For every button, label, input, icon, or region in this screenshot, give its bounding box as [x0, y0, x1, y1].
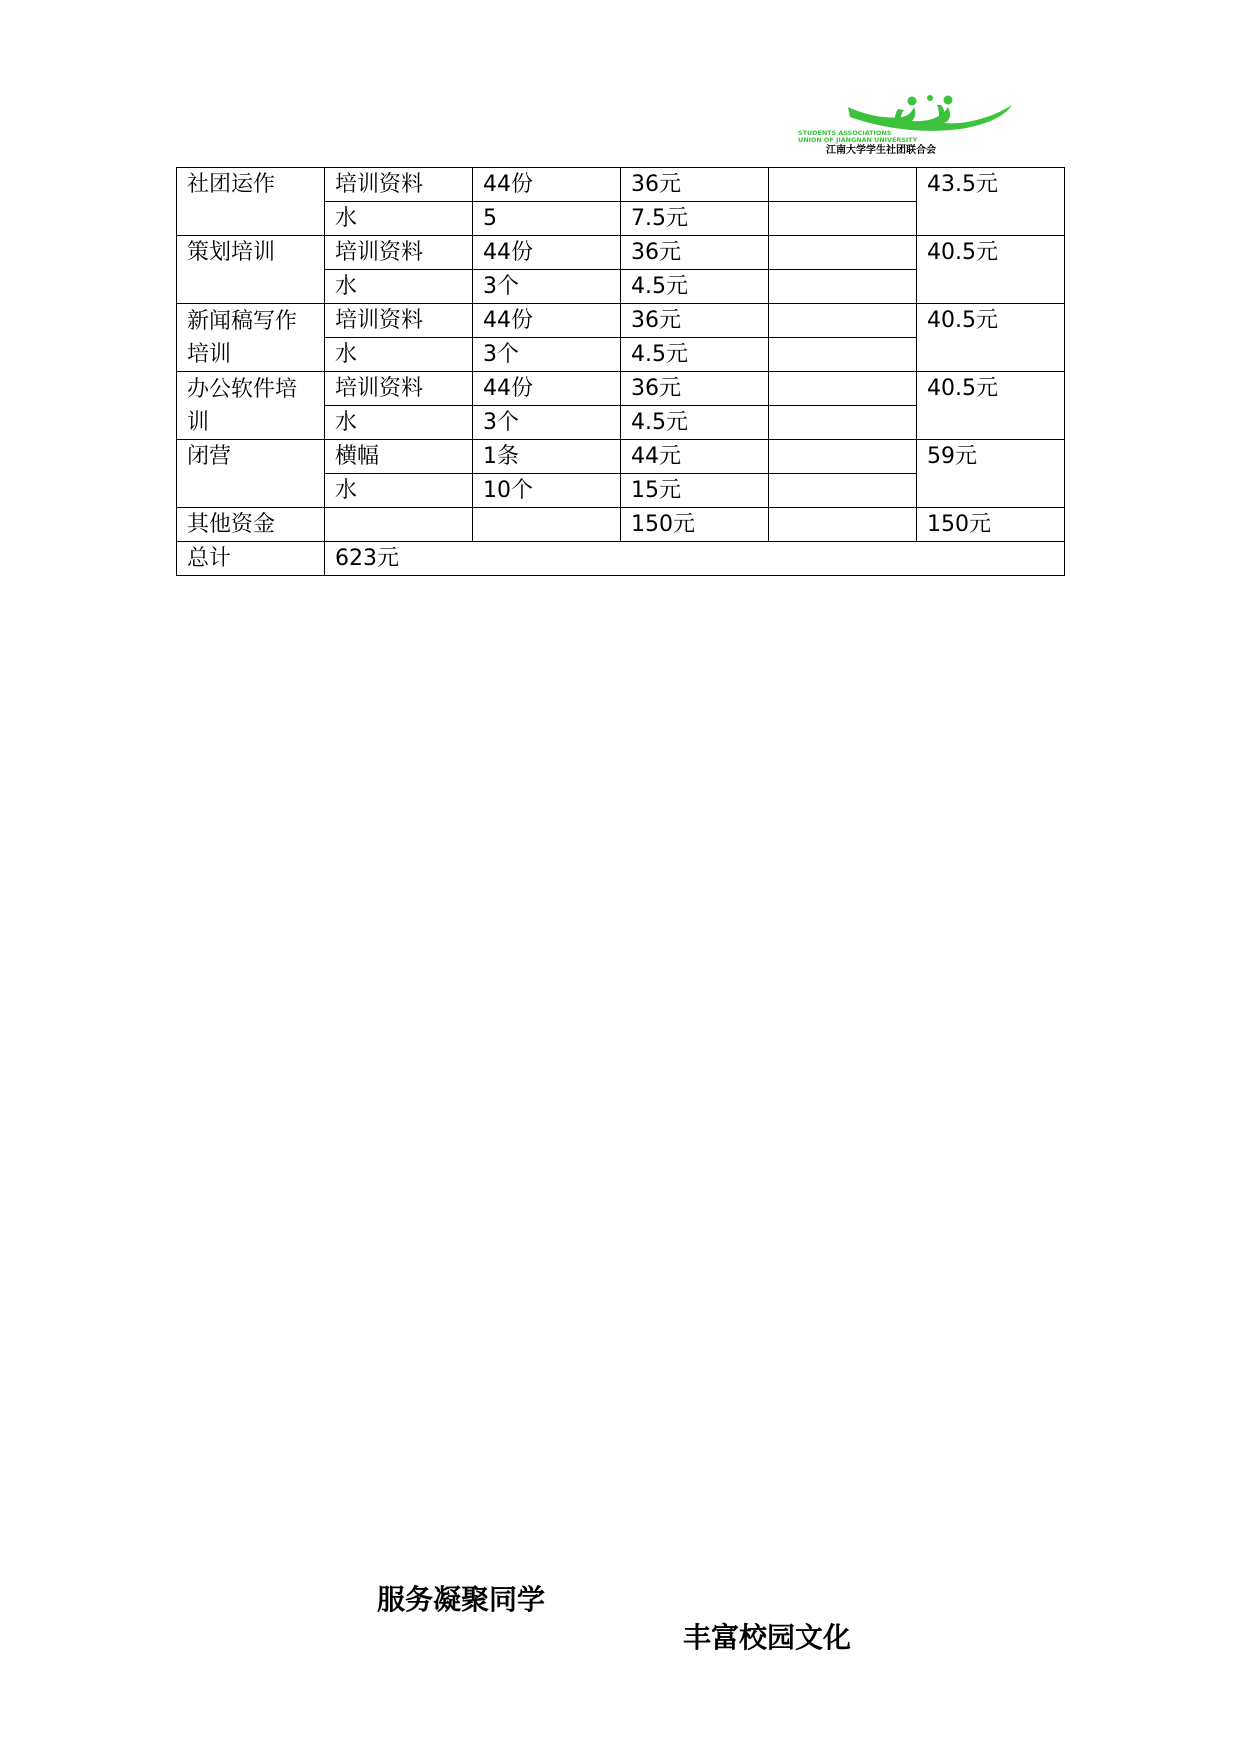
quantity-cell: 44份 — [473, 168, 621, 202]
slogan-line-2: 丰富校园文化 — [683, 1621, 852, 1654]
note-cell — [769, 440, 917, 474]
category-cell: 社团运作 — [177, 168, 325, 236]
table-row — [177, 304, 1065, 338]
subtotal-cell: 40.5元 — [917, 372, 1065, 440]
price-cell: 4.5元 — [621, 406, 769, 440]
association-logo — [790, 95, 1040, 157]
quantity-cell — [473, 508, 621, 542]
quantity-cell: 44份 — [473, 372, 621, 406]
price-cell: 15元 — [621, 474, 769, 508]
note-cell — [769, 372, 917, 406]
note-cell — [769, 406, 917, 440]
table-row — [177, 542, 1065, 576]
table-row — [177, 508, 1065, 542]
price-cell: 4.5元 — [621, 270, 769, 304]
quantity-cell: 3个 — [473, 338, 621, 372]
budget-table — [176, 167, 1065, 576]
price-cell: 44元 — [621, 440, 769, 474]
category-cell: 新闻稿写作培训 — [177, 304, 325, 372]
note-cell — [769, 236, 917, 270]
grand-total-value: 623元 — [325, 542, 1065, 576]
table-row — [177, 440, 1065, 474]
quantity-cell: 1条 — [473, 440, 621, 474]
logo-english-line1: STUDENTS ASSOCIATIONS — [798, 129, 892, 137]
category-cell: 其他资金 — [177, 508, 325, 542]
price-cell: 7.5元 — [621, 202, 769, 236]
item-cell: 培训资料 — [325, 168, 473, 202]
subtotal-cell: 40.5元 — [917, 236, 1065, 304]
note-cell — [769, 270, 917, 304]
slogan-line-1: 服务凝聚同学 — [377, 1583, 546, 1616]
note-cell — [769, 168, 917, 202]
table-row — [177, 236, 1065, 270]
price-cell: 36元 — [621, 372, 769, 406]
note-cell — [769, 474, 917, 508]
quantity-cell: 44份 — [473, 236, 621, 270]
subtotal-cell: 43.5元 — [917, 168, 1065, 236]
quantity-cell: 5 — [473, 202, 621, 236]
category-cell: 办公软件培训 — [177, 372, 325, 440]
quantity-cell: 3个 — [473, 270, 621, 304]
price-cell: 36元 — [621, 236, 769, 270]
item-cell: 水 — [325, 406, 473, 440]
subtotal-cell: 40.5元 — [917, 304, 1065, 372]
item-cell — [325, 508, 473, 542]
item-cell: 横幅 — [325, 440, 473, 474]
price-cell: 4.5元 — [621, 338, 769, 372]
logo-english-line2: UNION OF JIANGNAN UNIVERSITY — [798, 136, 918, 144]
item-cell: 培训资料 — [325, 372, 473, 406]
quantity-cell: 10个 — [473, 474, 621, 508]
item-cell: 水 — [325, 338, 473, 372]
logo-chinese-name: 江南大学学生社团联合会 — [826, 145, 936, 156]
category-cell: 策划培训 — [177, 236, 325, 304]
item-cell: 培训资料 — [325, 304, 473, 338]
price-cell: 36元 — [621, 304, 769, 338]
quantity-cell: 3个 — [473, 406, 621, 440]
item-cell: 水 — [325, 270, 473, 304]
category-cell: 闭营 — [177, 440, 325, 508]
table-row — [177, 168, 1065, 202]
grand-total-label: 总计 — [177, 542, 325, 576]
item-cell: 水 — [325, 474, 473, 508]
quantity-cell: 44份 — [473, 304, 621, 338]
table-row — [177, 372, 1065, 406]
price-cell: 150元 — [621, 508, 769, 542]
note-cell — [769, 304, 917, 338]
subtotal-cell: 59元 — [917, 440, 1065, 508]
subtotal-cell: 150元 — [917, 508, 1065, 542]
item-cell: 水 — [325, 202, 473, 236]
price-cell: 36元 — [621, 168, 769, 202]
note-cell — [769, 508, 917, 542]
note-cell — [769, 202, 917, 236]
logo-figures-icon — [848, 95, 1012, 131]
note-cell — [769, 338, 917, 372]
item-cell: 培训资料 — [325, 236, 473, 270]
